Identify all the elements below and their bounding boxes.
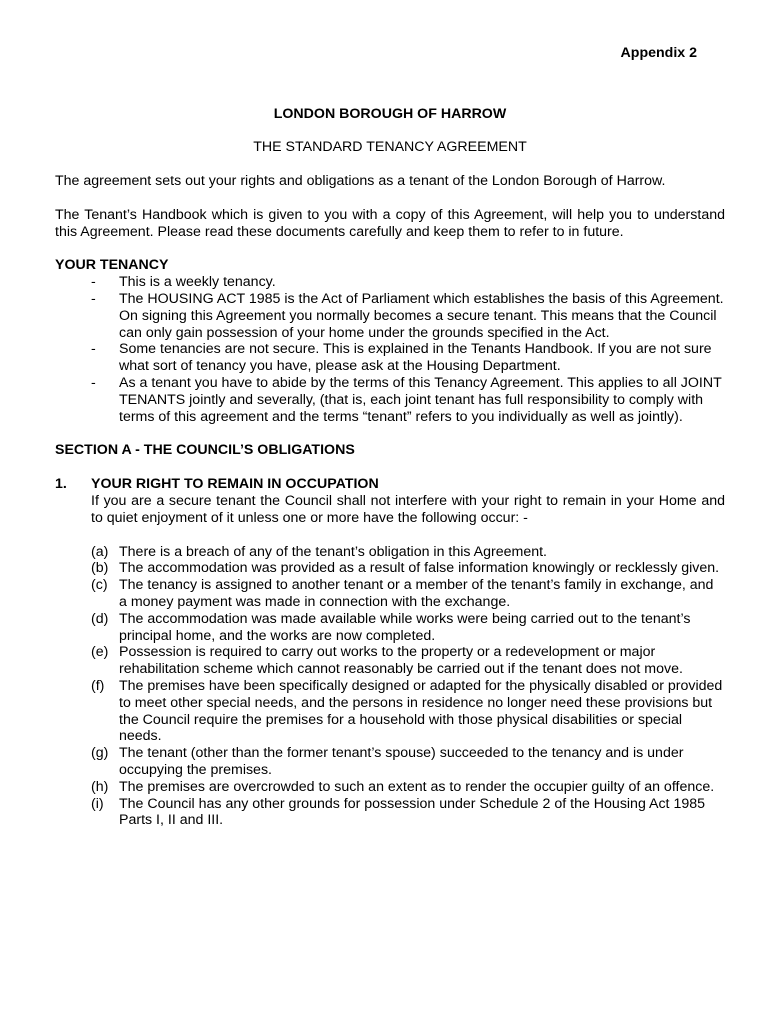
spacer bbox=[55, 425, 725, 442]
condition-text: The Council has any other grounds for possession under Schedule 2 of the Housing Act 1985 Parts I, II and III. bbox=[119, 795, 706, 829]
tenancy-list-item bbox=[55, 375, 725, 425]
document-subtitle: THE STANDARD TENANCY AGREEMENT bbox=[253, 139, 527, 155]
document-title: LONDON BOROUGH OF HARROW bbox=[273, 106, 507, 122]
list-item-text: This is a weekly tenancy. bbox=[119, 274, 276, 291]
spacer bbox=[55, 527, 725, 544]
list-dash: - bbox=[91, 374, 96, 391]
spacer bbox=[55, 240, 725, 257]
condition-item bbox=[55, 611, 725, 645]
condition-item bbox=[55, 577, 725, 611]
condition-item bbox=[55, 644, 725, 678]
condition-marker: (b) bbox=[91, 560, 109, 577]
section-item-text: If you are a secure tenant the Council shall not interfere with your right to remain in your Home and to quiet enjoyment of it unless one or more have the following occur: - bbox=[91, 492, 725, 526]
tenancy-list-item bbox=[55, 341, 725, 375]
spacer bbox=[55, 459, 725, 476]
condition-text: There is a breach of any of the tenant’s obligation in this Agreement. bbox=[119, 543, 547, 560]
condition-marker: (h) bbox=[91, 778, 109, 795]
list-dash: - bbox=[91, 290, 96, 307]
condition-item bbox=[55, 560, 725, 577]
condition-text: The accommodation was made available while works were being carried out to the tenant’s principal home, and the works are now completed. bbox=[119, 610, 691, 644]
occupation-conditions-list bbox=[55, 544, 725, 830]
tenancy-list-item bbox=[55, 274, 725, 291]
spacer bbox=[55, 190, 725, 207]
condition-text: The premises are overcrowded to such an extent as to render the occupier guilty of an offence. bbox=[119, 778, 715, 795]
appendix-label: Appendix 2 bbox=[620, 45, 697, 61]
condition-marker: (d) bbox=[91, 610, 109, 627]
condition-item bbox=[55, 796, 725, 830]
section-item-heading: YOUR RIGHT TO REMAIN IN OCCUPATION bbox=[91, 476, 379, 493]
condition-marker: (e) bbox=[91, 644, 109, 661]
tenancy-list bbox=[55, 274, 725, 425]
list-dash: - bbox=[91, 341, 96, 358]
tenancy-heading: YOUR TENANCY bbox=[55, 257, 169, 274]
condition-item bbox=[55, 678, 725, 745]
list-item-text: Some tenancies are not secure. This is explained in the Tenants Handbook. If you are not sure what sort of tenancy you have, please ask at the Housing Department. bbox=[119, 341, 712, 375]
condition-marker: (f) bbox=[91, 677, 105, 694]
intro-paragraph-1: The agreement sets out your rights and obligations as a tenant of the London Borough of Harrow. bbox=[55, 173, 666, 189]
condition-marker: (a) bbox=[91, 543, 109, 560]
condition-marker: (i) bbox=[91, 795, 104, 812]
list-item-text: The HOUSING ACT 1985 is the Act of Parliament which establishes the basis of this Agreement. On signing this Agreement you normally becomes a secure tenant. This means that the Council can only gain possession of your home under the grounds specified in the Act. bbox=[119, 290, 724, 341]
section-a-heading: SECTION A - THE COUNCIL’S OBLIGATIONS bbox=[55, 442, 355, 459]
condition-text: The premises have been specifically designed or adapted for the physically disabled or provided to meet other special needs, and the persons in residence no longer need these provisions but the Council require the premises for a household with those physical disabilities or special needs. bbox=[119, 677, 723, 745]
tenancy-list-item bbox=[55, 291, 725, 341]
condition-text: The tenant (other than the former tenant’s spouse) succeeded to the tenancy and is under occupying the premises. bbox=[119, 745, 684, 778]
condition-item bbox=[55, 544, 725, 561]
condition-item bbox=[55, 745, 725, 779]
condition-marker: (c) bbox=[91, 577, 108, 594]
section-item-1 bbox=[55, 476, 725, 526]
section-item-number: 1. bbox=[55, 476, 67, 493]
condition-item bbox=[55, 779, 725, 796]
condition-text: The tenancy is assigned to another tenant or a member of the tenant’s family in exchange, and a money payment was made in connection with the exchange. bbox=[119, 577, 714, 610]
condition-text: The accommodation was provided as a result of false information knowingly or recklessly given. bbox=[119, 560, 720, 577]
intro-paragraph-2: The Tenant’s Handbook which is given to you with a copy of this Agreement, will help you to understand this Agreement. Please read these documents carefully and keep them to refer to in future. bbox=[55, 206, 725, 240]
document-body bbox=[55, 173, 725, 829]
condition-text: Possession is required to carry out works to the property or a redevelopment or major rehabilitation scheme which cannot reasonably be carried out if the tenant does not move. bbox=[119, 644, 683, 678]
condition-marker: (g) bbox=[91, 745, 109, 762]
list-item-text: As a tenant you have to abide by the terms of this Tenancy Agreement. This applies to all JOINT TENANTS jointly and severally, (that is, each joint tenant has full responsibility to comply with terms of this agreement and the terms “tenant” refers to you individually as well as jointly). bbox=[119, 374, 722, 425]
list-dash: - bbox=[91, 274, 96, 291]
